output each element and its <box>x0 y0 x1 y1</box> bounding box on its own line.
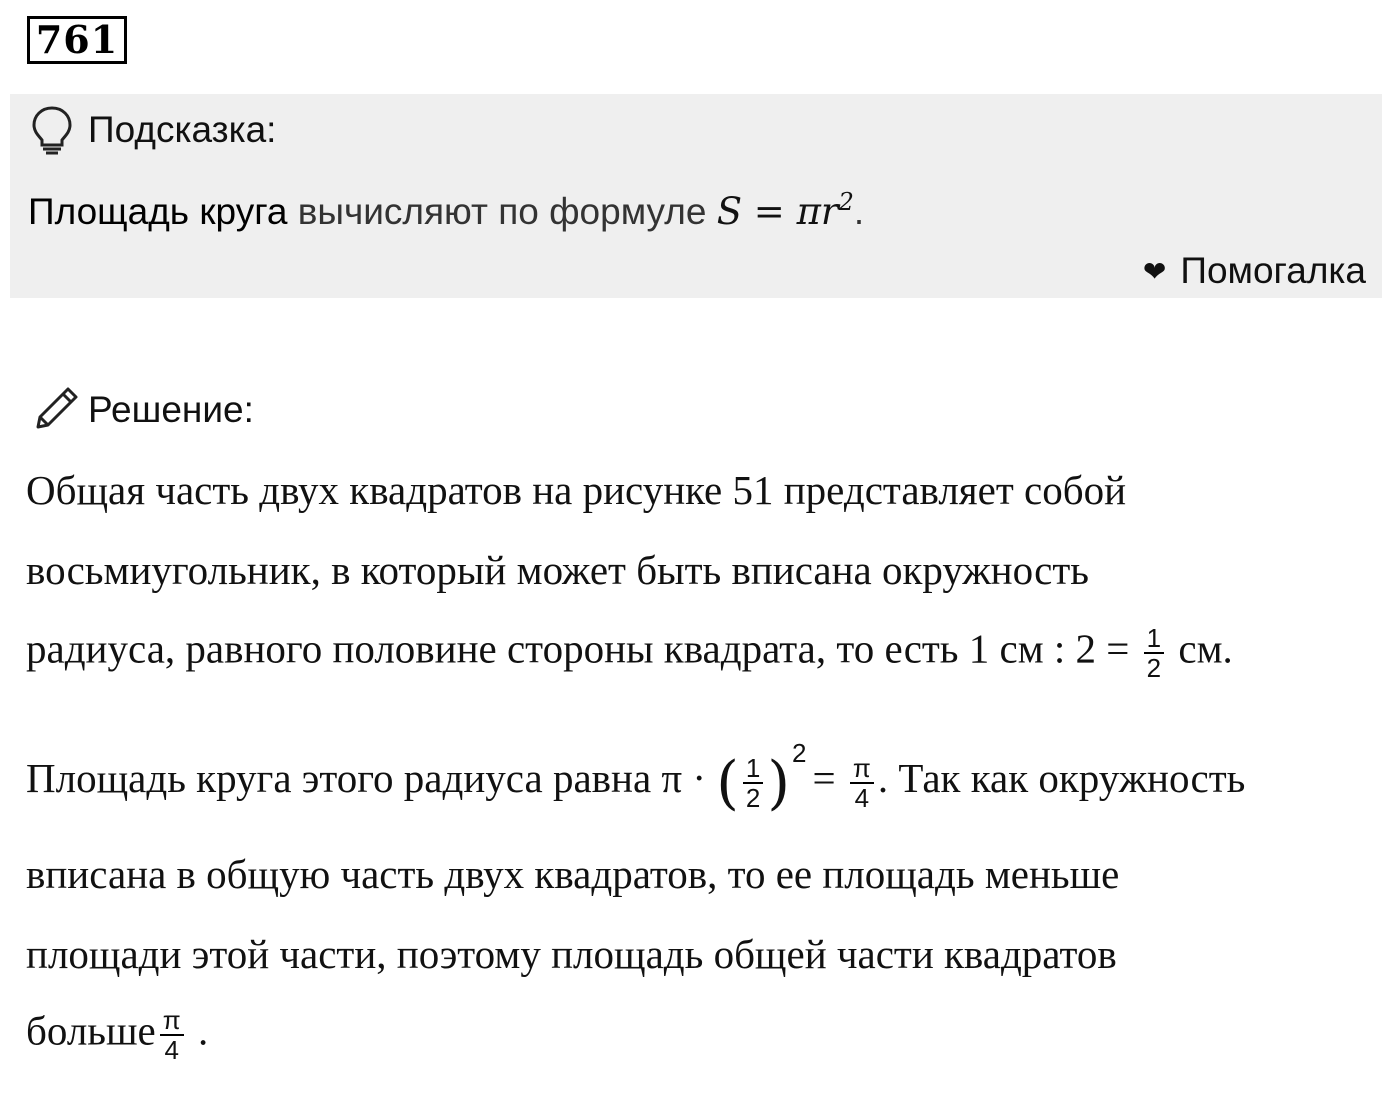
fraction-one-half-squared <box>743 754 763 812</box>
hint-text-end: . <box>853 191 865 232</box>
solution-line-2: восьмиугольник, в который может быть вписана окружность <box>26 547 1089 593</box>
fraction-numerator: 1 <box>743 754 763 784</box>
fraction-numerator: π <box>160 1006 184 1036</box>
solution-title: Решение: <box>88 389 254 430</box>
fraction-denominator: 4 <box>164 1035 179 1065</box>
solution-line-7-text: больше <box>26 1007 156 1054</box>
hint-formula-exponent: 2 <box>838 188 854 216</box>
hint-text <box>28 190 864 233</box>
solution-line-7 <box>26 1006 208 1064</box>
solution-line-3-end: см. <box>1168 625 1233 672</box>
hint-bold-term: Площадь круга <box>28 191 288 232</box>
hint-title: Подсказка: <box>88 109 277 150</box>
fraction-pi-over-4 <box>160 1006 184 1064</box>
hint-text-before-formula: вычисляют по формуле <box>287 191 717 232</box>
solution-line-4-end: . Так как окружность <box>877 755 1246 801</box>
exponent: 2 <box>792 738 807 768</box>
fraction-denominator: 2 <box>1146 653 1162 683</box>
solution-line-3-text: радиуса, равного половине стороны квадрата, то есть 1 см : 2 = <box>26 625 1130 672</box>
left-paren: ( <box>716 748 739 817</box>
solution-line-5: вписана в общую часть двух квадратов, то ее площадь меньше <box>26 851 1120 897</box>
fraction-denominator: 4 <box>854 782 870 813</box>
fraction-pi-over-4 <box>850 754 874 812</box>
solution-line-6: площади этой части, поэтому площадь общей части квадратов <box>26 931 1117 977</box>
solution-line-3 <box>26 624 1233 682</box>
fraction-one-half <box>1144 624 1164 682</box>
fraction-numerator: π <box>850 754 874 784</box>
solution-line-4 <box>26 738 1246 817</box>
lightbulb-icon <box>30 105 74 155</box>
right-paren: ) <box>767 748 791 817</box>
fraction-denominator: 2 <box>745 782 761 813</box>
brand-label: Помогалка <box>1180 250 1366 291</box>
problem-number: 761 <box>27 16 127 64</box>
solution-line-7-end: . <box>187 1007 209 1054</box>
hint-formula: S = πr <box>716 190 839 233</box>
pencil-icon <box>30 385 80 435</box>
equals-sign: = <box>812 755 836 801</box>
fraction-numerator: 1 <box>1144 624 1164 654</box>
solution-line-4-text: Площадь круга этого радиуса равна π · <box>26 755 707 801</box>
hint-heading <box>30 104 276 156</box>
solution-heading <box>30 384 254 436</box>
brand-link[interactable] <box>1143 250 1366 292</box>
heart-icon: ❤ <box>1142 255 1167 287</box>
solution-line-1: Общая часть двух квадратов на рисунке 51 представляет собой <box>26 467 1127 513</box>
